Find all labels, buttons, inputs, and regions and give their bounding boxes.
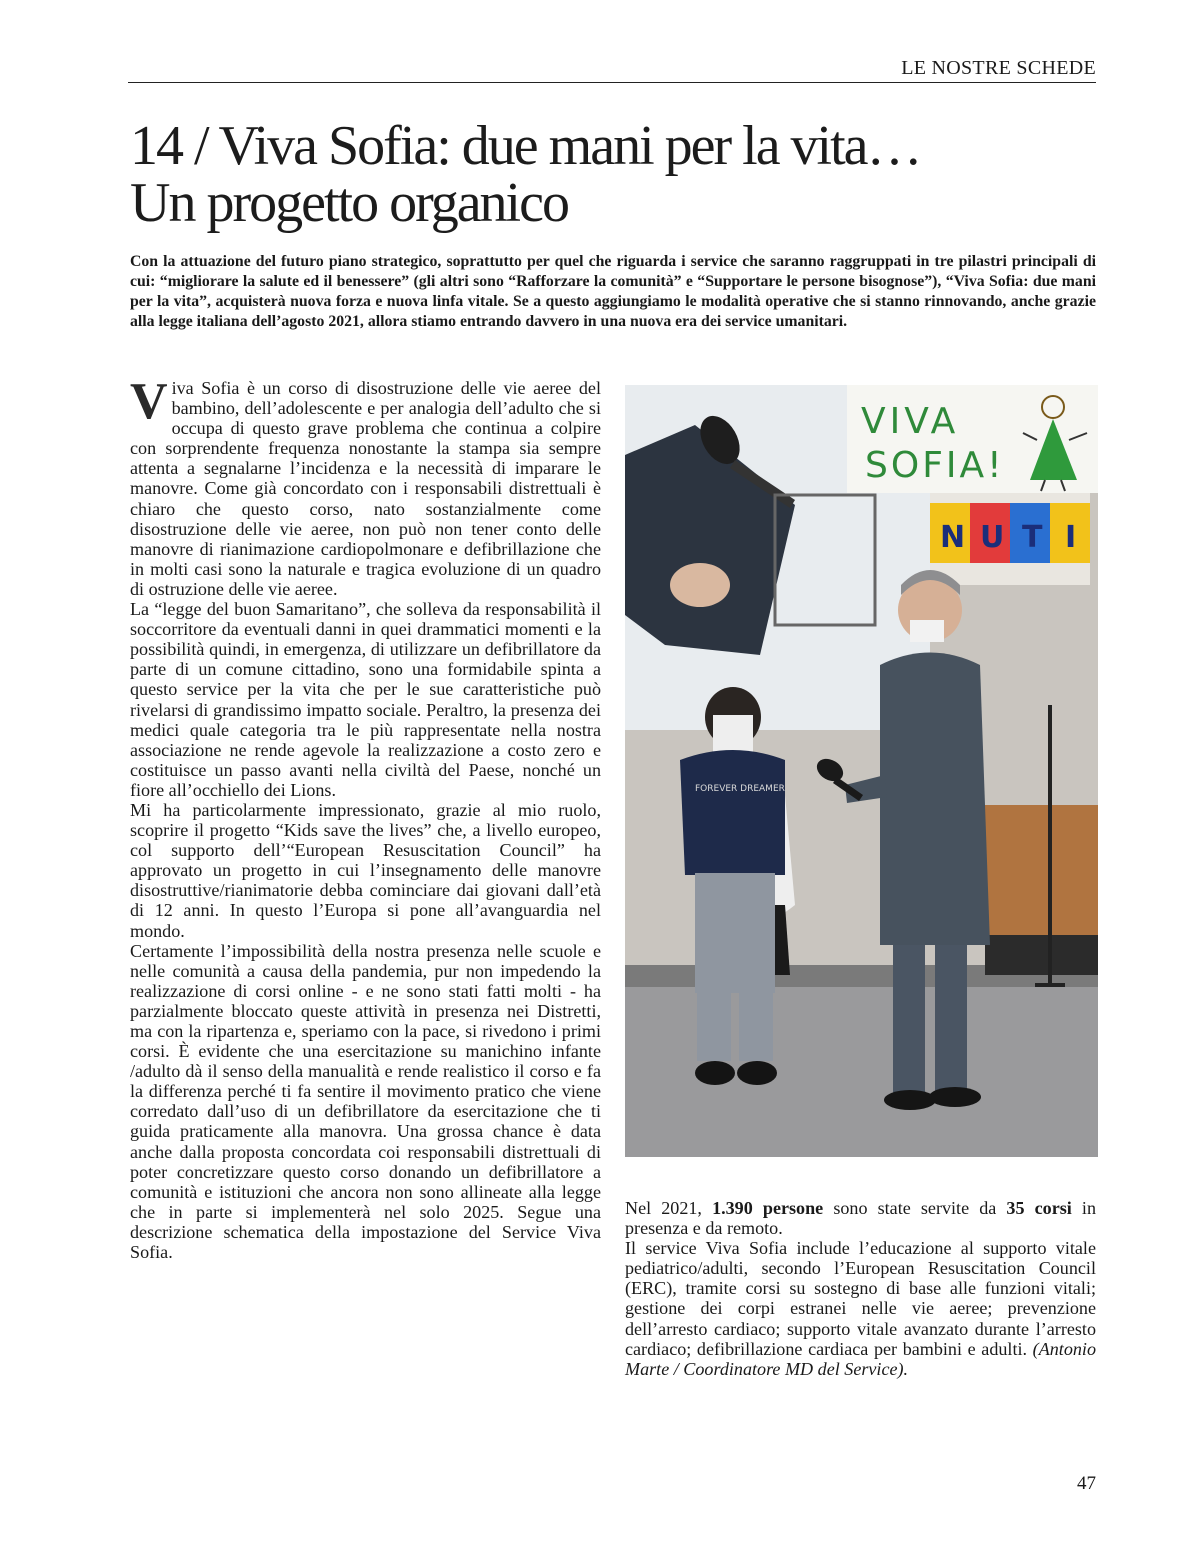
article-lead: Con la attuazione del futuro piano strategico, soprattutto per quel che riguarda i service che saranno raggruppati in tre pilastri principali di cui: “migliorare la salute ed il benessere” (gli altri sono “Rafforzare la comunità” e “Supportare le persone bisognose”), “Viva Sofia: due mani per la vita”, acquisterà nuova forza e nuova linfa vitale. Se a questo aggiungiamo le modalità operative che si stanno rinnovando, anche grazie alla legge italiana dell’agosto 2021, allora stiamo entrando davvero in una nuova era dei service umanitari. [130, 253, 1096, 330]
stats-prefix: Nel 2021, [625, 1198, 713, 1218]
paragraph-1 [130, 373, 601, 599]
stats-courses: 35 corsi [1006, 1198, 1072, 1218]
shirt-text: FOREVER DREAMER [695, 784, 785, 794]
paragraph-2: La “legge del buon Samaritano”, che solleva da responsabilità il soccorritore da eventuali danni in quei drammatici momenti e la possibilità quindi, in emergenza, di utilizzare un defibrillatore da parte di un comune cittadino, sono una formidabile spinta a questo service per la vita che per le sue caratteristiche può rivelarsi di grandissimo impatto sociale. Peraltro, la presenza dei medici quale categoria tra le più rappresentate nella nostra associazione ne rende agevole la realizzazione a costo zero e costituisce un passo avanti nella civiltà del Paese, nonché un fiore all’occhiello dei Lions. [130, 599, 601, 800]
banner-line-2: SOFIA! [865, 445, 1005, 486]
paragraph-3: Mi ha particolarmente impressionato, grazie al mio ruolo, scoprire il progetto “Kids save the lives” che, a livello europeo, col supporto dell’“European Resuscitation Council” ha approvato un progetto in cui l’insegnamento delle manovre disostruttive/rianimatorie debba cominciare dai giovani dall’età di 12 anni. In questo l’Europa si pone all’avanguardia nel mondo. [130, 799, 601, 941]
paragraph-4: Certamente l’impossibilità della nostra presenza nelle scuole e nelle comunità a causa della pandemia, pur non impedendo la realizzazione di corsi online - e ne sono stati fatti molti - ha parzialmente bloccato queste attività in presenza nei Distretti, ma con la ripartenza e, speriamo con la pace, si rivedono i primi corsi. È evidente che una esercitazione su manichino infante /adulto dà il senso della manualità e rende realistico il corso e fa la differenza perché ti fa sentire il movimento pratico che viene corredato dall’uso di un defibrillatore da esercitazione che ti guida praticamente alla manovra. Una grossa chance è data anche dalla proposta concordata coi responsabili distrettuali di poter concretizzare questo corso donando un defibrillatore a comunità e istituzioni che ancora non sono allineate alla legge che in parte si implementerà nel solo 2025. Segue una descrizione schematica della impostazione del Service Viva Sofia. [130, 940, 601, 1263]
banner-line-1: VIVA [861, 401, 960, 442]
header-divider [128, 82, 1096, 83]
stats-people: 1.390 persone [712, 1198, 824, 1218]
stats-suffix: in presenza e da remoto. [625, 1198, 1096, 1239]
stats-paragraph [625, 1198, 1096, 1238]
title-line-2: Un progetto organico [130, 172, 568, 234]
section-label: LE NOSTRE SCHEDE [901, 57, 1096, 79]
paragraph-6-text: Il service Viva Sofia include l’educazione al supporto vitale pediatrico/adulti, secondo l’European Resuscitation Council (ERC), tramite corsi su sostegno di base alle funzioni vitali; gestione dei corpi estranei nelle vie aeree; prevenzione dell’arresto cardiaco; supporto vitale avanzato durante l’arresto cardiaco; defibrillazione cardiaca per bambini e adulti. [625, 1238, 1096, 1359]
left-column [130, 373, 601, 1263]
drop-cap: V [130, 373, 168, 430]
author-credit: (Antonio Marte / Coordinatore MD del Service). [625, 1338, 1096, 1379]
article-photo [625, 385, 1098, 1157]
right-column [625, 1198, 1096, 1379]
paragraph-6 [625, 1238, 1096, 1379]
puzzle-letter-2: U [980, 520, 1005, 555]
title-line-1: 14 / Viva Sofia: due mani per la vita… [130, 115, 921, 177]
stats-middle: sono state servite da [823, 1198, 1007, 1218]
puzzle-letter-1: N [940, 520, 966, 555]
puzzle-letter-3: T [1022, 520, 1043, 555]
puzzle-letter-4: I [1065, 520, 1077, 555]
page-number: 47 [1077, 1473, 1096, 1494]
paragraph-1-text: iva Sofia è un corso di disostruzione delle vie aeree del bambino, dell’adolescente e per analogia dell’adulto che si occupa di questo grave problema che continua a colpire con sorprendente frequenza nonostante la stampa sia sempre attenta a segnalarne l’incidenza e la necessità di imparare le manovre. Come già concordato con i responsabili distrettuali è chiaro che questo corso, nato sostanzialmente come disostruzione delle vie aeree, non può non tener conto delle manovre di rianimazione cardiopolmonare e defibrillazione che in molti casi sono la naturale e tragica evoluzione di un quadro di ostruzione delle vie aeree. [130, 378, 601, 599]
article-title [130, 115, 1090, 234]
